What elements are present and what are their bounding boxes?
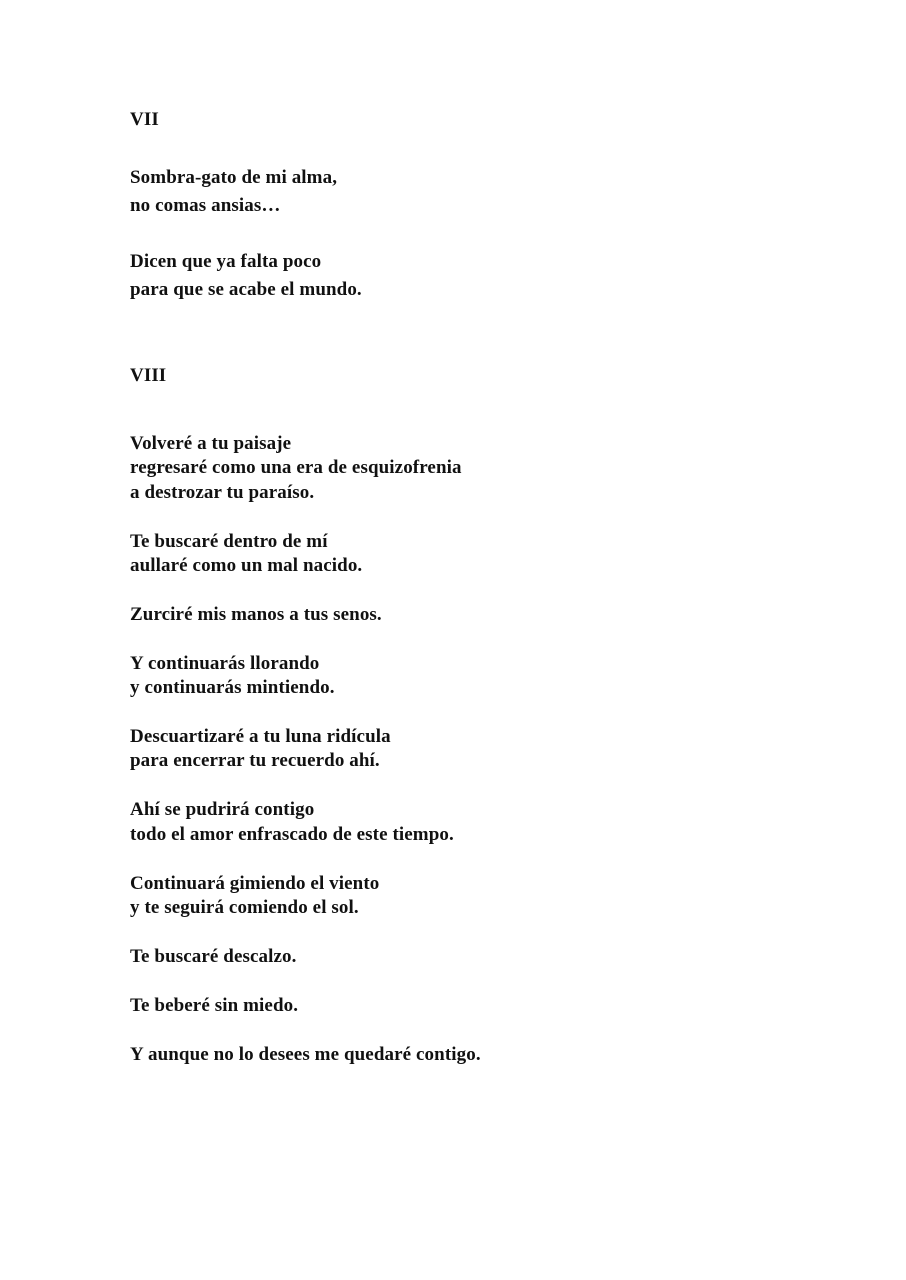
verse-line: a destrozar tu paraíso. [130,482,315,503]
verse-line: Continuará gimiendo el viento [130,873,380,894]
verse-line: para encerrar tu recuerdo ahí. [130,750,380,771]
verse-line: Ahí se pudrirá contigo [130,799,315,820]
verse-line: Te buscaré descalzo. [130,946,297,967]
verse-line: Y continuarás llorando [130,653,320,674]
verse-line: y continuarás mintiendo. [130,677,335,698]
verse-line: Volveré a tu paisaje [130,433,292,454]
verse-line: Te beberé sin miedo. [130,995,299,1016]
verse-line: todo el amor enfrascado de este tiempo. [130,824,454,845]
verse-line: Te buscaré dentro de mí [130,531,328,552]
verse-line: no comas ansias… [130,195,281,216]
verse-line: Dicen que ya falta poco [130,251,322,272]
verse-line: aullaré como un mal nacido. [130,555,363,576]
verse-line: Descuartizaré a tu luna ridícula [130,726,391,747]
poem-heading: VIII [130,365,167,386]
verse-line: Sombra-gato de mi alma, [130,167,338,188]
verse-line: y te seguirá comiendo el sol. [130,897,359,918]
poem-heading: VII [130,109,159,130]
verse-line: regresaré como una era de esquizofrenia [130,457,462,478]
verse-line: Y aunque no lo desees me quedaré contigo. [130,1044,481,1065]
verse-line: para que se acabe el mundo. [130,279,362,300]
verse-line: Zurciré mis manos a tus senos. [130,604,382,625]
